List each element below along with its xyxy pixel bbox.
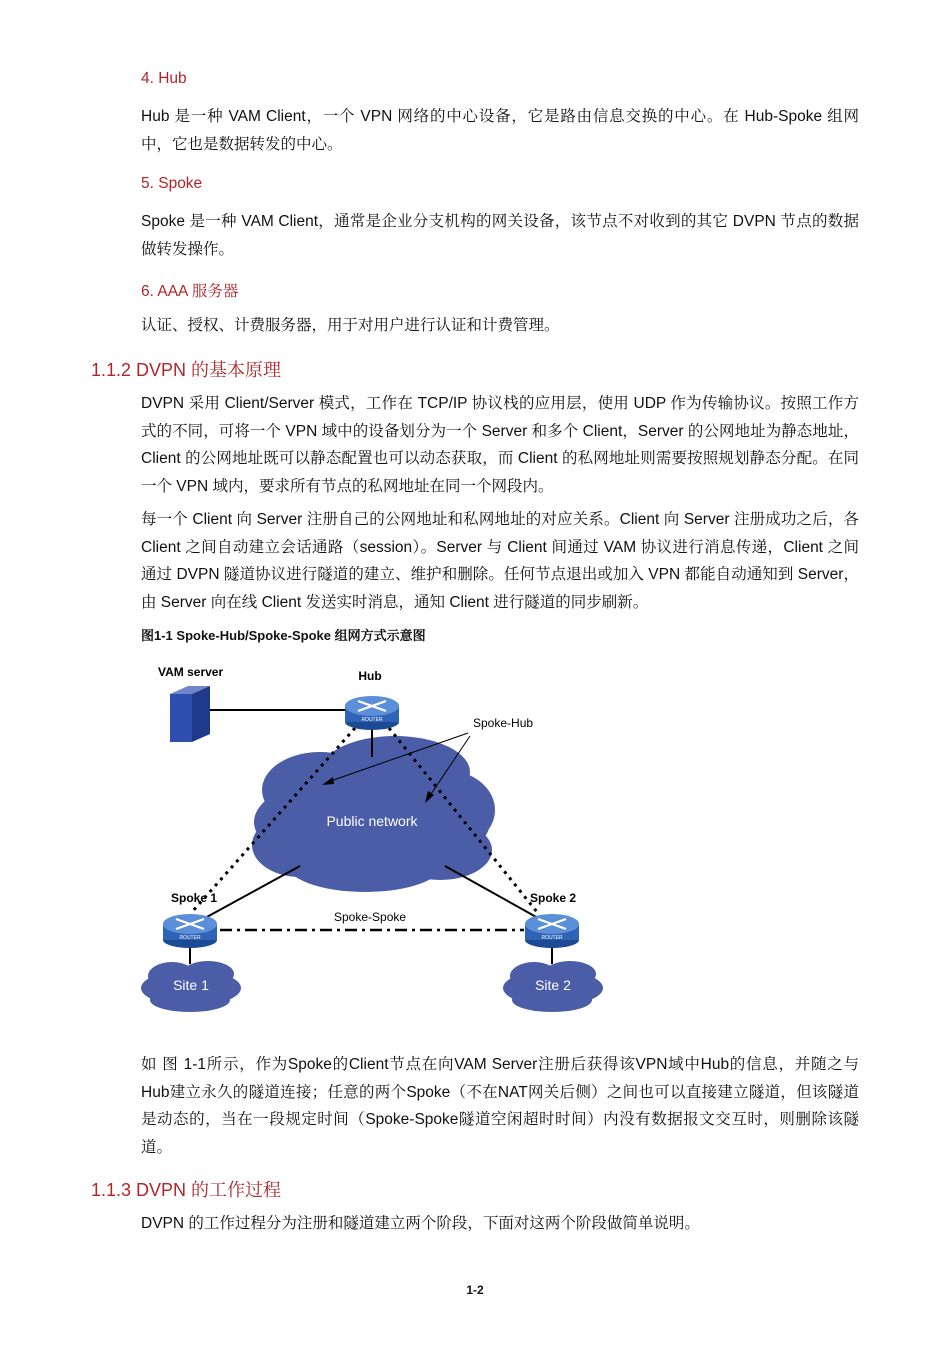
paragraph-hub: Hub 是一种 VAM Client，一个 VPN 网络的中心设备，它是路由信息交换的中心。在 Hub-Spoke 组网中，它也是数据转发的中心。 [141, 108, 859, 153]
paragraph-process: DVPN 的工作过程分为注册和隧道建立两个阶段，下面对这两个阶段做简单说明。 [141, 1215, 700, 1232]
spoke1-router-icon [163, 891, 217, 948]
spoke2-router-icon [525, 891, 579, 948]
spoke2-label: Spoke 2 [530, 891, 577, 905]
paragraph-aaa: 认证、授权、计费服务器，用于对用户进行认证和计费管理。 [141, 317, 560, 334]
site2-cloud [503, 961, 603, 1012]
site2-label: Site 2 [535, 977, 571, 993]
link-cloud-spoke2 [445, 866, 538, 918]
figure-caption: 图1-1 Spoke-Hub/Spoke-Spoke 组网方式示意图 [141, 628, 426, 643]
svg-text:ROUTER: ROUTER [541, 935, 563, 941]
svg-text:ROUTER: ROUTER [179, 935, 201, 941]
page-number: 1-2 [466, 1283, 484, 1297]
spoke-spoke-label: Spoke-Spoke [334, 910, 407, 924]
vam-server-icon [158, 665, 223, 742]
public-network-cloud [252, 736, 495, 892]
heading-principle: 1.1.2 DVPN 的基本原理 [91, 360, 282, 380]
heading-process: 1.1.3 DVPN 的工作过程 [91, 1180, 282, 1200]
heading-hub: 4. Hub [141, 70, 187, 87]
network-diagram [0, 650, 950, 1030]
hub-label: Hub [358, 669, 382, 683]
paragraph-spoke: Spoke 是一种 VAM Client，通常是企业分支机构的网关设备，该节点不对收到的其它 DVPN 节点的数据做转发操作。 [141, 213, 859, 258]
public-network-label: Public network [326, 813, 418, 829]
heading-spoke: 5. Spoke [141, 175, 203, 192]
heading-aaa: 6. AAA 服务器 [141, 283, 239, 300]
link-cloud-spoke1 [205, 866, 300, 918]
site1-label: Site 1 [173, 977, 209, 993]
paragraph-principle-1: DVPN 采用 Client/Server 模式，工作在 TCP/IP 协议栈的应用层，使用 UDP 作为传输协议。按照工作方式的不同，可将一个 VPN 域中的设备划分为一个 Server 和多个 Client，Server 的公网地址为静态地址，Client 的公网地址既可以静态配置也可以动态获取，而 Client 的私网地址则需要按照规划静态分配。在同一个 VPN 域内，要求所有节点的私网地址在同一个网段内。 [141, 395, 859, 495]
spoke1-label: Spoke 1 [171, 891, 218, 905]
spoke-hub-label: Spoke-Hub [473, 716, 534, 730]
vam-server-label: VAM server [158, 665, 224, 679]
paragraph-figure-desc: 如 图 1-1所示，作为Spoke的Client节点在向VAM Server注册后获得该VPN域中Hub的信息，并随之与Hub建立永久的隧道连接；任意的两个Spoke（不在NAT网关后侧）之间也可以直接建立隧道，但该隧道是动态的，当在一段规定时间（Spoke-Spoke隧道空闲超时时间）内没有数据报文交互时，则删除该隧道。 [141, 1056, 859, 1156]
site1-cloud [141, 961, 241, 1012]
paragraph-principle-2: 每一个 Client 向 Server 注册自己的公网地址和私网地址的对应关系。Client 向 Server 注册成功之后，各 Client 之间自动建立会话通路（session）。Server 与 Client 间通过 VAM 协议进行消息传递，Client 之间通过 DVPN 隧道协议进行隧道的建立、维护和删除。任何节点退出或加入 VPN 都能自动通知到 Server，由 Server 向在线 Client 发送实时消息，通知 Client 进行隧道的同步刷新。 [141, 511, 859, 611]
svg-text:ROUTER: ROUTER [361, 717, 383, 723]
hub-router-icon [345, 669, 399, 730]
